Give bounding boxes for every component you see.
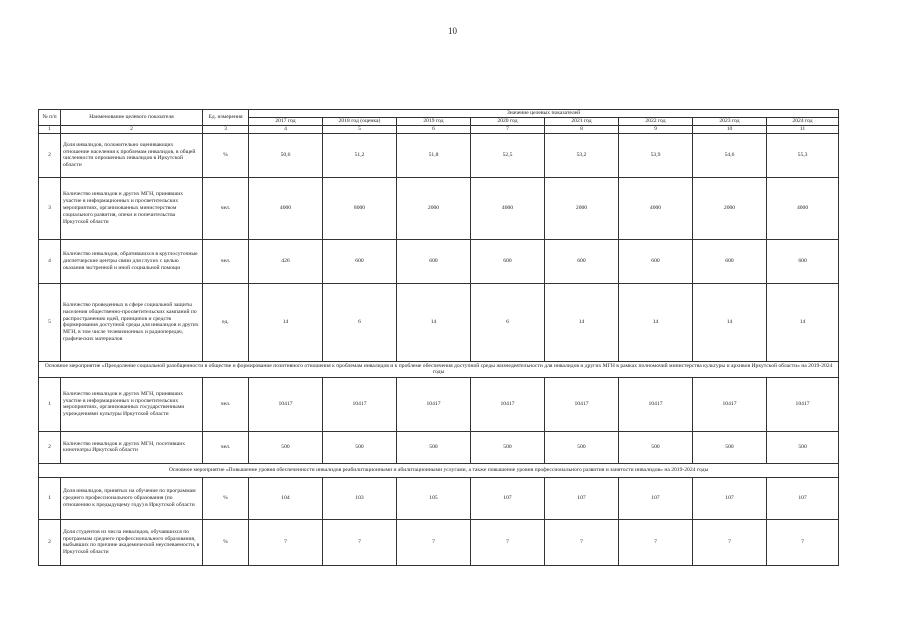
value-cell: 7 <box>545 519 619 565</box>
year-header: 2023 год <box>693 118 767 126</box>
unit-cell: чел. <box>203 377 249 431</box>
year-header: 2019 год <box>397 118 471 126</box>
value-cell: 7 <box>397 519 471 565</box>
value-cell: 7 <box>693 519 767 565</box>
column-index: 2 <box>61 126 203 134</box>
header-unit: Ед. измерения <box>203 110 249 126</box>
section-row <box>39 463 839 477</box>
value-cell: 7 <box>767 519 839 565</box>
unit-cell: чел. <box>203 431 249 463</box>
value-cell: 52,5 <box>471 133 545 177</box>
unit-cell: % <box>203 477 249 519</box>
row-num: 2 <box>39 431 61 463</box>
table-row <box>39 177 839 239</box>
year-header: 2017 год <box>249 118 323 126</box>
value-cell: 107 <box>767 477 839 519</box>
value-cell: 14 <box>545 283 619 361</box>
value-cell: 4000 <box>767 177 839 239</box>
unit-cell: чел. <box>203 239 249 283</box>
unit-cell: ед. <box>203 283 249 361</box>
value-cell: 500 <box>693 431 767 463</box>
value-cell: 14 <box>397 283 471 361</box>
value-cell: 55,3 <box>767 133 839 177</box>
value-cell: 426 <box>249 239 323 283</box>
unit-cell: % <box>203 519 249 565</box>
value-cell: 2000 <box>693 177 767 239</box>
column-index: 9 <box>619 126 693 134</box>
row-num: 3 <box>39 177 61 239</box>
value-cell: 600 <box>397 239 471 283</box>
value-cell: 10417 <box>249 377 323 431</box>
row-num: 2 <box>39 133 61 177</box>
column-index: 7 <box>471 126 545 134</box>
value-cell: 4000 <box>619 177 693 239</box>
value-cell: 600 <box>619 239 693 283</box>
value-cell: 107 <box>471 477 545 519</box>
value-cell: 500 <box>249 431 323 463</box>
target-indicators-table <box>38 109 839 566</box>
column-index: 11 <box>767 126 839 134</box>
value-cell: 14 <box>693 283 767 361</box>
value-cell: 500 <box>619 431 693 463</box>
column-index: 1 <box>39 126 61 134</box>
unit-cell: % <box>203 133 249 177</box>
row-num: 2 <box>39 519 61 565</box>
value-cell: 103 <box>323 477 397 519</box>
header-values-title: Значение целевых показателей <box>249 110 839 118</box>
indicator-name: Количество инвалидов и других МГН, посетивших кинотеатры Иркутской области <box>61 431 203 463</box>
value-cell: 500 <box>471 431 545 463</box>
indicator-name: Количество инвалидов, обратившихся в круглосуточные диспетчерские центры связи для глухих с целью оказания экстренной и иной социальной помощи <box>61 239 203 283</box>
value-cell: 6 <box>471 283 545 361</box>
value-cell: 8000 <box>323 177 397 239</box>
header-num: № п/п <box>39 110 61 126</box>
row-num: 1 <box>39 477 61 519</box>
year-header: 2024 год <box>767 118 839 126</box>
value-cell: 53,2 <box>545 133 619 177</box>
value-cell: 14 <box>619 283 693 361</box>
value-cell: 107 <box>619 477 693 519</box>
value-cell: 104 <box>249 477 323 519</box>
value-cell: 7 <box>619 519 693 565</box>
value-cell: 600 <box>545 239 619 283</box>
table-row <box>39 431 839 463</box>
row-num: 5 <box>39 283 61 361</box>
value-cell: 10417 <box>545 377 619 431</box>
indicator-name: Доля студентов из числа инвалидов, обучавшихся по программам среднего профессионального образования, выбывших по причине академической неуспеваемости, в Иркутской области <box>61 519 203 565</box>
table-row <box>39 283 839 361</box>
column-index: 8 <box>545 126 619 134</box>
section-title: Основное мероприятие «Повышение уровня обеспеченности инвалидов реабилитационными и абилитационными услугами, а также повышение уровня профессионального развития и занятости инвалидов» на 2019-2024 годы <box>39 463 839 477</box>
value-cell: 14 <box>249 283 323 361</box>
table-row <box>39 239 839 283</box>
value-cell: 4000 <box>249 177 323 239</box>
value-cell: 107 <box>693 477 767 519</box>
value-cell: 500 <box>323 431 397 463</box>
section-row <box>39 361 839 377</box>
unit-cell: чел. <box>203 177 249 239</box>
page-number: 10 <box>448 26 457 36</box>
row-num: 1 <box>39 377 61 431</box>
value-cell: 105 <box>397 477 471 519</box>
value-cell: 54,6 <box>693 133 767 177</box>
value-cell: 10417 <box>323 377 397 431</box>
value-cell: 10417 <box>619 377 693 431</box>
section-title: Основное мероприятие «Преодоление социальной разобщенности в обществе и формирование позитивного отношения к проблемам инвалидов и к проблеме обеспечения доступной среды жизнедеятельности для инвалидов и других МГН в рамках полномочий министерства культуры и архивов Иркутской области» на 2019-2024 годы <box>39 361 839 377</box>
column-index: 5 <box>323 126 397 134</box>
column-index: 6 <box>397 126 471 134</box>
value-cell: 50,6 <box>249 133 323 177</box>
indicator-name: Доля инвалидов, принятых на обучение по программам среднего профессионального образования (по отношению к предыдущему году) в Иркутской области <box>61 477 203 519</box>
value-cell: 600 <box>471 239 545 283</box>
table-row <box>39 477 839 519</box>
table-row <box>39 519 839 565</box>
column-index-row <box>39 126 839 134</box>
year-header: 2022 год <box>619 118 693 126</box>
value-cell: 6 <box>323 283 397 361</box>
indicator-name: Количество инвалидов и других МГН, принявших участие в информационных и просветительских мероприятиях, организованных министерством социального развития, опеки и попечительства Иркутской области <box>61 177 203 239</box>
value-cell: 7 <box>471 519 545 565</box>
value-cell: 51,8 <box>397 133 471 177</box>
table-row <box>39 377 839 431</box>
value-cell: 2000 <box>545 177 619 239</box>
value-cell: 51,2 <box>323 133 397 177</box>
column-index: 4 <box>249 126 323 134</box>
value-cell: 7 <box>323 519 397 565</box>
value-cell: 4000 <box>471 177 545 239</box>
year-header: 2018 год (оценка) <box>323 118 397 126</box>
value-cell: 600 <box>323 239 397 283</box>
table-row <box>39 133 839 177</box>
indicator-name: Доля инвалидов, положительно оценивающих отношение населения к проблемам инвалидов, в общей численности опрошенных инвалидов в Иркутской области <box>61 133 203 177</box>
column-index: 10 <box>693 126 767 134</box>
value-cell: 500 <box>767 431 839 463</box>
value-cell: 107 <box>545 477 619 519</box>
indicator-name: Количество инвалидов и других МГН, принявших участие в информационных и просветительских мероприятиях, организованных государственными учреждениями культуры Иркутской области <box>61 377 203 431</box>
value-cell: 500 <box>397 431 471 463</box>
indicator-name: Количество проведенных в сфере социальной защиты населения общественно-просветительских кампаний по распространению идей, принципов и средств формирования доступной среды для инвалидов и других МГН, в том числе телевизионных и радиопередач, графических материалов <box>61 283 203 361</box>
year-header: 2020 год <box>471 118 545 126</box>
value-cell: 14 <box>767 283 839 361</box>
value-cell: 10417 <box>693 377 767 431</box>
value-cell: 500 <box>545 431 619 463</box>
year-header: 2021 год <box>545 118 619 126</box>
value-cell: 7 <box>249 519 323 565</box>
value-cell: 10417 <box>767 377 839 431</box>
column-index: 3 <box>203 126 249 134</box>
row-num: 4 <box>39 239 61 283</box>
header-row <box>39 110 839 118</box>
value-cell: 600 <box>693 239 767 283</box>
value-cell: 600 <box>767 239 839 283</box>
value-cell: 10417 <box>397 377 471 431</box>
value-cell: 2000 <box>397 177 471 239</box>
header-name: Наименование целевого показателя <box>61 110 203 126</box>
value-cell: 10417 <box>471 377 545 431</box>
value-cell: 53,9 <box>619 133 693 177</box>
